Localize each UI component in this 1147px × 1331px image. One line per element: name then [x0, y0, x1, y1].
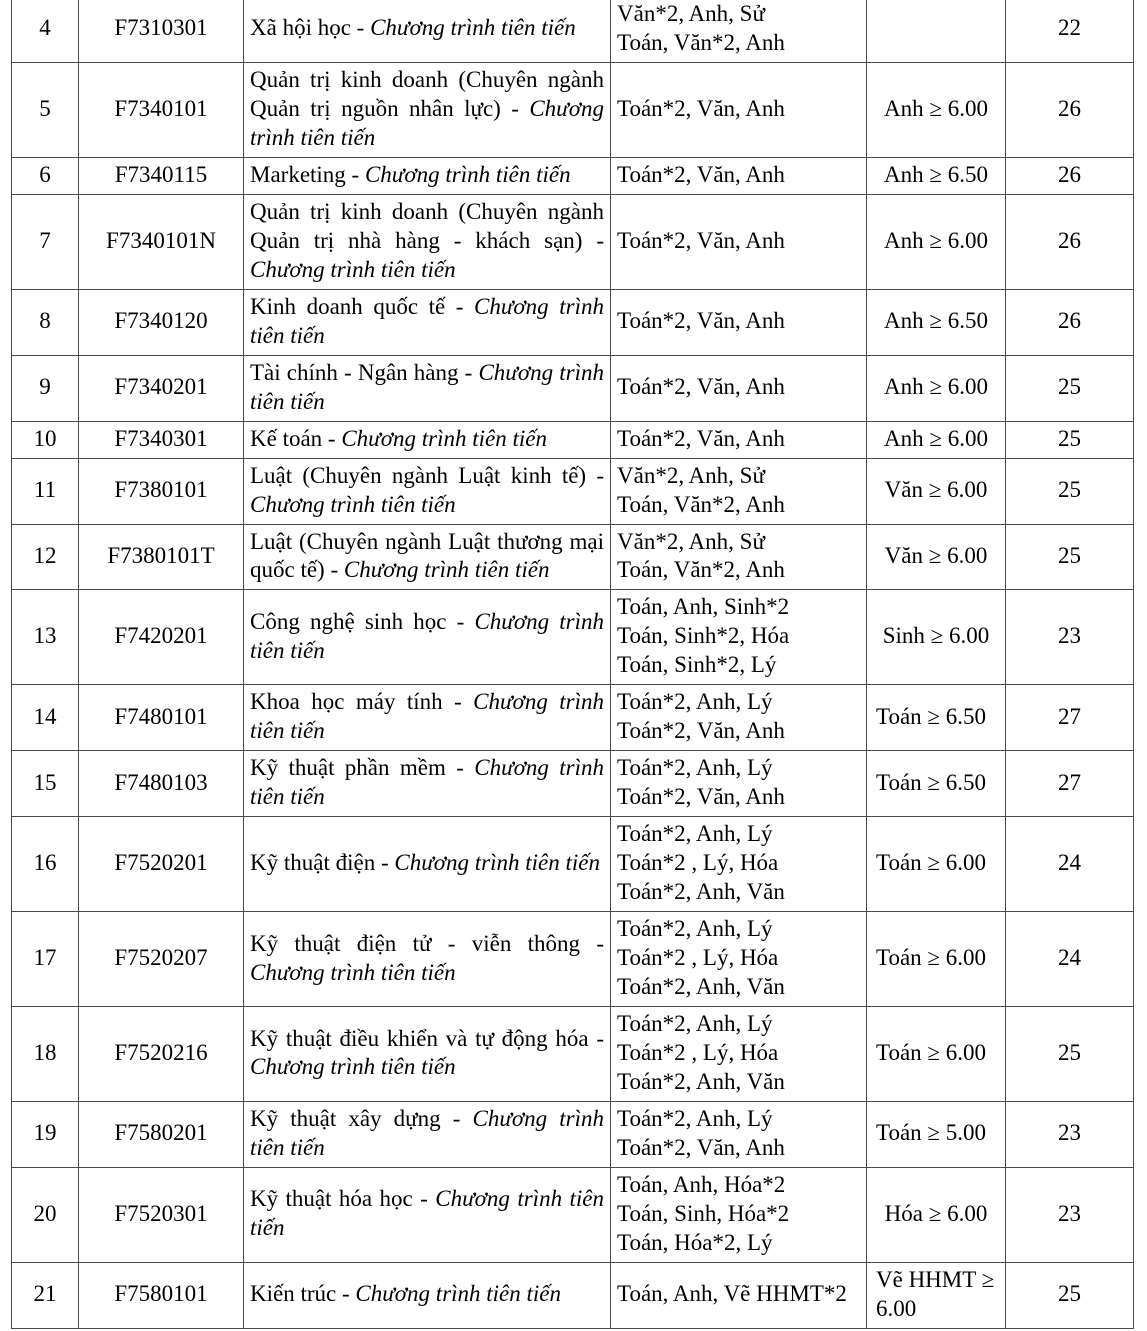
cell-score: 27	[1006, 685, 1134, 751]
table-row	[12, 1101, 1134, 1167]
cell-name	[244, 912, 611, 1007]
table-row	[12, 157, 1134, 194]
program-name-italic: Chương trình tiên tiến	[250, 1054, 456, 1080]
cell-code: F7480103	[79, 751, 244, 817]
cell-stt: 20	[12, 1167, 79, 1262]
cell-combos	[611, 62, 867, 157]
table-body	[12, 0, 1134, 1328]
cell-code: F7520201	[79, 817, 244, 912]
program-name-plain: Kỹ thuật xây dựng -	[250, 1105, 473, 1131]
table-row	[12, 524, 1134, 590]
cell-combos	[611, 751, 867, 817]
cell-score: 26	[1006, 289, 1134, 355]
cell-stt: 14	[12, 685, 79, 751]
program-name-italic: Chương trình tiên tiến	[250, 95, 604, 150]
program-name-italic: Chương trình tiên tiến	[250, 1186, 604, 1241]
cell-name	[244, 62, 611, 157]
combo-line: Toán, Anh, Hóa*2	[617, 1171, 786, 1197]
cell-stt: 21	[12, 1262, 79, 1328]
cell-stt: 16	[12, 817, 79, 912]
cell-combos	[611, 355, 867, 421]
combo-line: Toán*2, Văn, Anh	[617, 374, 785, 400]
cell-condition: Toán ≥ 6.00	[867, 817, 1006, 912]
program-name-plain: Quản trị kinh doanh (Chuyên ngành Quản trị nguồn nhân lực) -	[250, 66, 604, 121]
cell-name	[244, 1167, 611, 1262]
cell-code: F7520216	[79, 1007, 244, 1102]
cell-code: F7380101	[79, 458, 244, 524]
program-name-italic: Chương trình tiên tiến	[250, 293, 604, 348]
cell-score: 25	[1006, 421, 1134, 458]
cell-code: F7340201	[79, 355, 244, 421]
table-row	[12, 194, 1134, 289]
program-name-italic: Chương trình tiên tiến	[250, 689, 604, 744]
cell-combos	[611, 1167, 867, 1262]
cell-name	[244, 458, 611, 524]
cell-name	[244, 751, 611, 817]
program-name-plain: Quản trị kinh doanh (Chuyên ngành Quản trị nhà hàng - khách sạn) -	[250, 198, 604, 253]
program-name-plain: Luật (Chuyên ngành Luật kinh tế) -	[250, 462, 604, 488]
cell-stt: 4	[12, 0, 79, 62]
program-name-plain: Luật (Chuyên ngành Luật thương mại quốc tế) -	[250, 528, 604, 583]
program-name-italic: Chương trình tiên tiến	[250, 755, 604, 810]
combo-line: Toán, Văn*2, Anh	[617, 29, 785, 55]
combo-line: Toán*2, Anh, Văn	[617, 879, 785, 905]
combo-line: Toán*2, Anh, Lý	[617, 916, 773, 942]
combo-line: Toán, Anh, Sinh*2	[617, 594, 790, 620]
cell-combos	[611, 590, 867, 685]
cell-condition: Toán ≥ 6.50	[867, 685, 1006, 751]
cell-stt: 7	[12, 194, 79, 289]
program-name-italic: Chương trình tiên tiến	[250, 608, 604, 663]
cell-score: 24	[1006, 912, 1134, 1007]
cell-stt: 17	[12, 912, 79, 1007]
cell-code: F7520207	[79, 912, 244, 1007]
cell-name	[244, 289, 611, 355]
cell-condition: Văn ≥ 6.00	[867, 458, 1006, 524]
combo-line: Văn*2, Anh, Sử	[617, 1, 765, 26]
cell-name	[244, 157, 611, 194]
cell-score: 24	[1006, 817, 1134, 912]
table-row	[12, 1007, 1134, 1102]
program-name-italic: Chương trình tiên tiến	[364, 161, 571, 187]
admissions-score-table	[11, 0, 1134, 1329]
cell-code: F7420201	[79, 590, 244, 685]
cell-condition: Hóa ≥ 6.00	[867, 1167, 1006, 1262]
combo-line: Toán, Sinh*2, Lý	[617, 652, 777, 678]
program-name-plain: Công nghệ sinh học -	[250, 608, 475, 634]
combo-line: Toán*2, Anh, Lý	[617, 821, 773, 847]
cell-combos	[611, 0, 867, 62]
program-name-plain: Marketing -	[250, 161, 365, 187]
program-name-italic: Chương trình tiên tiến	[370, 15, 576, 41]
cell-condition: Anh ≥ 6.00	[867, 194, 1006, 289]
cell-score: 26	[1006, 157, 1134, 194]
cell-stt: 13	[12, 590, 79, 685]
cell-condition: Anh ≥ 6.50	[867, 289, 1006, 355]
program-name-plain: Kỹ thuật phần mềm -	[250, 755, 475, 781]
table-row	[12, 751, 1134, 817]
cell-code: F7310301	[79, 0, 244, 62]
cell-stt: 19	[12, 1101, 79, 1167]
cell-stt: 15	[12, 751, 79, 817]
program-name-plain: Kỹ thuật điều khiển và tự động hóa -	[250, 1025, 604, 1051]
program-name-italic: Chương trình tiên tiến	[343, 557, 550, 583]
program-name-plain: Kỹ thuật điện -	[250, 850, 395, 876]
cell-condition: Anh ≥ 6.00	[867, 355, 1006, 421]
cell-stt: 11	[12, 458, 79, 524]
cell-stt: 6	[12, 157, 79, 194]
cell-condition: Văn ≥ 6.00	[867, 524, 1006, 590]
table-row	[12, 458, 1134, 524]
table-row	[12, 685, 1134, 751]
table-row	[12, 62, 1134, 157]
combo-line: Toán*2, Văn, Anh	[617, 161, 785, 187]
cell-code: F7340101N	[79, 194, 244, 289]
program-name-plain: Khoa học máy tính -	[250, 689, 474, 715]
cell-code: F7380101T	[79, 524, 244, 590]
cell-score: 25	[1006, 458, 1134, 524]
cell-score: 26	[1006, 194, 1134, 289]
cell-name	[244, 1262, 611, 1328]
program-name-italic: Chương trình tiên tiến	[394, 850, 600, 876]
table-row	[12, 0, 1134, 62]
cell-stt: 5	[12, 62, 79, 157]
program-name-italic: Chương trình tiên tiến	[250, 1105, 604, 1160]
combo-line: Toán, Văn*2, Anh	[617, 491, 785, 517]
cell-condition: Anh ≥ 6.50	[867, 157, 1006, 194]
combo-line: Toán*2, Văn, Anh	[617, 718, 785, 744]
combo-line: Toán*2, Anh, Văn	[617, 974, 785, 1000]
cell-stt: 18	[12, 1007, 79, 1102]
cell-code: F7340301	[79, 421, 244, 458]
combo-line: Toán*2, Anh, Lý	[617, 689, 773, 715]
cell-condition: Toán ≥ 5.00	[867, 1101, 1006, 1167]
cell-combos	[611, 157, 867, 194]
cell-stt: 9	[12, 355, 79, 421]
cell-code: F7580201	[79, 1101, 244, 1167]
combo-line: Toán*2, Văn, Anh	[617, 425, 785, 451]
cell-stt: 10	[12, 421, 79, 458]
cell-combos	[611, 1007, 867, 1102]
combo-line: Toán*2, Văn, Anh	[617, 227, 785, 253]
table-row	[12, 289, 1134, 355]
cell-condition: Sinh ≥ 6.00	[867, 590, 1006, 685]
cell-score: 25	[1006, 355, 1134, 421]
cell-score: 23	[1006, 590, 1134, 685]
cell-code: F7340101	[79, 62, 244, 157]
cell-combos	[611, 421, 867, 458]
cell-combos	[611, 817, 867, 912]
table-row	[12, 1167, 1134, 1262]
table-row	[12, 590, 1134, 685]
cell-name	[244, 1007, 611, 1102]
program-name-plain: Xã hội học -	[250, 15, 371, 41]
cell-combos	[611, 458, 867, 524]
cell-condition: Toán ≥ 6.00	[867, 1007, 1006, 1102]
cell-condition: Toán ≥ 6.50	[867, 751, 1006, 817]
cell-score: 26	[1006, 62, 1134, 157]
cell-name	[244, 0, 611, 62]
program-name-italic: Chương trình tiên tiến	[355, 1281, 562, 1307]
combo-line: Toán*2, Văn, Anh	[617, 784, 785, 810]
cell-combos	[611, 524, 867, 590]
cell-combos	[611, 194, 867, 289]
table-row	[12, 912, 1134, 1007]
combo-line: Toán*2, Anh, Văn	[617, 1068, 785, 1094]
table-row	[12, 355, 1134, 421]
combo-line: Toán*2 , Lý, Hóa	[617, 1040, 779, 1065]
cell-score: 25	[1006, 524, 1134, 590]
combo-line: Toán*2 , Lý, Hóa	[617, 945, 779, 971]
cell-name	[244, 355, 611, 421]
combo-line: Văn*2, Anh, Sử	[617, 528, 765, 554]
combo-line: Toán, Văn*2, Anh	[617, 557, 785, 583]
cell-name	[244, 817, 611, 912]
cell-combos	[611, 912, 867, 1007]
cell-code: F7340115	[79, 157, 244, 194]
program-name-italic: Chương trình tiên tiến	[250, 256, 456, 282]
table-row	[12, 421, 1134, 458]
cell-name	[244, 194, 611, 289]
cell-code: F7520301	[79, 1167, 244, 1262]
program-name-italic: Chương trình tiên tiến	[341, 425, 547, 451]
program-name-plain: Kế toán -	[250, 425, 342, 451]
cell-code: F7340120	[79, 289, 244, 355]
table-row	[12, 817, 1134, 912]
combo-line: Toán, Sinh, Hóa*2	[617, 1200, 790, 1226]
cell-stt: 8	[12, 289, 79, 355]
program-name-plain: Kỹ thuật hóa học -	[250, 1186, 436, 1212]
cell-code: F7480101	[79, 685, 244, 751]
cell-stt: 12	[12, 524, 79, 590]
cell-condition: Anh ≥ 6.00	[867, 62, 1006, 157]
cell-condition: Anh ≥ 6.00	[867, 421, 1006, 458]
program-name-plain: Kỹ thuật điện tử - viễn thông -	[250, 930, 604, 956]
cell-name	[244, 421, 611, 458]
combo-line: Toán*2, Văn, Anh	[617, 95, 785, 121]
combo-line: Văn*2, Anh, Sử	[617, 462, 765, 488]
combo-line: Toán*2, Văn, Anh	[617, 308, 785, 334]
cell-condition: Toán ≥ 6.00	[867, 912, 1006, 1007]
program-name-plain: Kiến trúc -	[250, 1281, 356, 1307]
cell-code: F7580101	[79, 1262, 244, 1328]
cell-score: 25	[1006, 1007, 1134, 1102]
program-name-italic: Chương trình tiên tiến	[250, 359, 604, 414]
program-name-plain: Kinh doanh quốc tế -	[250, 293, 475, 319]
combo-line: Toán, Anh, Vẽ HHMT*2	[617, 1281, 847, 1307]
cell-score: 23	[1006, 1101, 1134, 1167]
cell-combos	[611, 1101, 867, 1167]
cell-name	[244, 590, 611, 685]
cell-score: 23	[1006, 1167, 1134, 1262]
combo-line: Toán*2, Anh, Lý	[617, 1105, 773, 1131]
combo-line: Toán, Sinh*2, Hóa	[617, 623, 790, 649]
cell-name	[244, 685, 611, 751]
cell-combos	[611, 685, 867, 751]
combo-line: Toán*2, Anh, Lý	[617, 1011, 773, 1037]
cell-name	[244, 1101, 611, 1167]
cell-score: 22	[1006, 0, 1134, 62]
program-name-italic: Chương trình tiên tiến	[250, 491, 456, 517]
combo-line: Toán*2, Anh, Lý	[617, 755, 773, 781]
cell-combos	[611, 289, 867, 355]
cell-combos	[611, 1262, 867, 1328]
program-name-plain: Tài chính - Ngân hàng -	[250, 359, 479, 385]
cell-condition: Vẽ HHMT ≥ 6.00	[867, 1262, 1006, 1328]
cell-score: 25	[1006, 1262, 1134, 1328]
table-row	[12, 1262, 1134, 1328]
combo-line: Toán*2 , Lý, Hóa	[617, 850, 779, 876]
cell-condition	[867, 0, 1006, 62]
cell-score: 27	[1006, 751, 1134, 817]
cell-name	[244, 524, 611, 590]
program-name-italic: Chương trình tiên tiến	[250, 959, 456, 985]
combo-line: Toán, Hóa*2, Lý	[617, 1229, 773, 1255]
combo-line: Toán*2, Văn, Anh	[617, 1134, 785, 1160]
